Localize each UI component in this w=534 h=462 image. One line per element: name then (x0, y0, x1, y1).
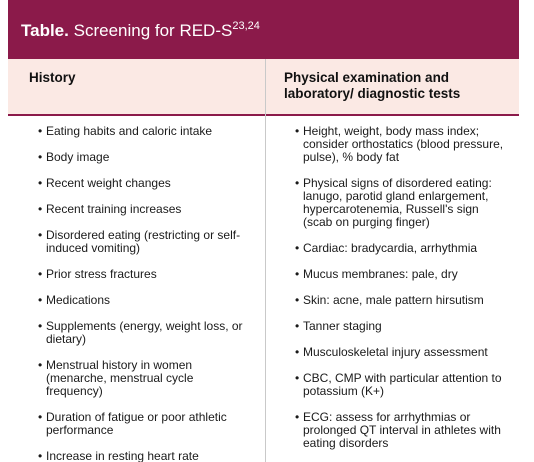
list-item: • Recent weight changes (38, 177, 243, 190)
list-item: • ECG: assess for arrhythmias or prolonged QT interval in athletes with eating disorders (295, 411, 507, 450)
list-item: • Duration of fatigue or poor athletic performance (38, 411, 243, 437)
list-item: • Mucus membranes: pale, dry (295, 268, 507, 281)
table-title-text: Screening for RED-S (73, 21, 233, 40)
list-item: • Recent training increases (38, 203, 243, 216)
list-item: • Supplements (energy, weight loss, or dietary) (38, 320, 243, 346)
citation-superscript: 23,24 (232, 20, 260, 32)
list-item: • CBC, CMP with particular attention to potassium (K+) (295, 372, 507, 398)
list-item: • Prior stress fractures (38, 268, 243, 281)
column-divider (265, 59, 266, 462)
table-label: Table. (21, 21, 69, 40)
list-item: • Cardiac: bradycardia, arrhythmia (295, 242, 507, 255)
physical-exam-list (295, 125, 507, 462)
list-item: • Increase in resting heart rate (38, 450, 243, 462)
header-rule (8, 114, 519, 116)
table-title-bar (8, 0, 519, 59)
list-item: • Skin: acne, male pattern hirsutism (295, 294, 507, 307)
list-item: • Body image (38, 151, 243, 164)
table-frame (8, 0, 519, 462)
list-item: • Medications (38, 294, 243, 307)
list-item: • Tanner staging (295, 320, 507, 333)
history-list (38, 125, 243, 462)
list-item: • Musculoskeletal injury assessment (295, 346, 507, 359)
table-title (21, 21, 260, 41)
list-item: • Menstrual history in women (menarche, menstrual cycle frequency) (38, 359, 243, 398)
list-item: • Height, weight, body mass index; consider orthostatics (blood pressure, pulse), % body fat (295, 125, 507, 164)
list-item: • Physical signs of disordered eating: lanugo, parotid gland enlargement, hypercarotenemia, Russell's sign (scab on purging finger) (295, 177, 507, 229)
list-item: • Eating habits and caloric intake (38, 125, 243, 138)
column-header-physical-exam: Physical examination and laboratory/ diagnostic tests (284, 70, 461, 101)
list-item: • Disordered eating (restricting or self-induced vomiting) (38, 229, 243, 255)
column-header-history: History (29, 70, 76, 85)
